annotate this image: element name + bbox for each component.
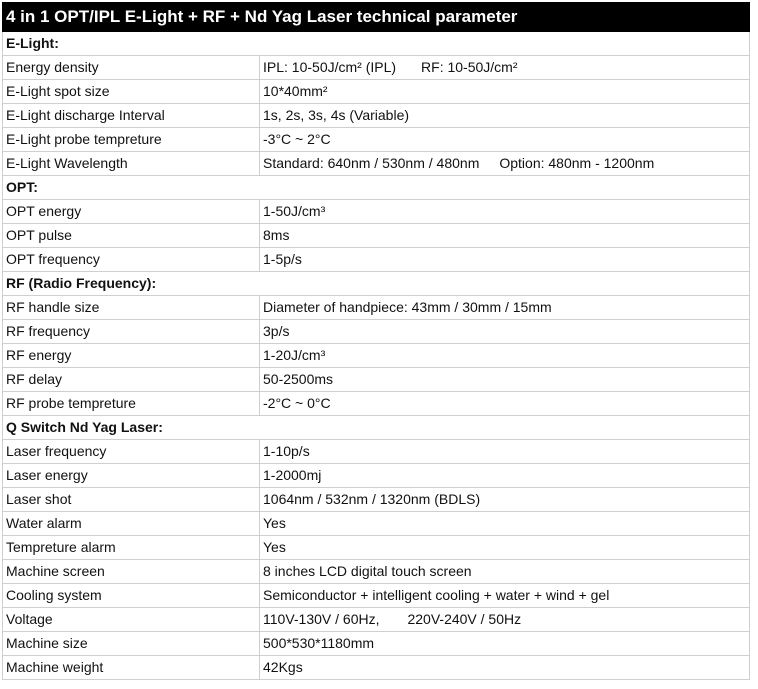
parameter-label: Machine screen (3, 560, 260, 584)
parameter-value-cell (260, 200, 750, 224)
table-row (3, 512, 750, 536)
parameter-value: -3°C ~ 2°C (263, 131, 331, 147)
parameter-value-cell (260, 344, 750, 368)
parameter-label: Water alarm (3, 512, 260, 536)
parameter-value-secondary: 220V-240V / 50Hz (407, 611, 522, 627)
section-header-row (3, 416, 750, 440)
parameter-label: OPT pulse (3, 224, 260, 248)
parameter-value: 110V-130V / 60Hz, (263, 611, 380, 627)
parameter-value: 1s, 2s, 3s, 4s (Variable) (263, 107, 410, 123)
parameter-value-cell (260, 584, 750, 608)
parameter-label: E-Light spot size (3, 80, 260, 104)
parameter-label: Energy density (3, 56, 260, 80)
parameter-value: 1-2000mj (263, 467, 322, 483)
parameter-label: RF energy (3, 344, 260, 368)
table-row (3, 488, 750, 512)
parameter-value-cell (260, 536, 750, 560)
parameter-label: Tempreture alarm (3, 536, 260, 560)
parameter-value: 1064nm / 532nm / 1320nm (BDLS) (263, 491, 481, 507)
parameter-value-cell (260, 560, 750, 584)
parameter-value-cell (260, 320, 750, 344)
parameter-value-cell (260, 56, 750, 80)
parameter-value-cell (260, 656, 750, 680)
parameter-value-cell (260, 224, 750, 248)
parameter-value: 8 inches LCD digital touch screen (263, 563, 472, 579)
section-heading: E-Light: (3, 32, 750, 56)
parameter-value-secondary: Option: 480nm - 1200nm (499, 155, 655, 171)
parameter-value-cell (260, 440, 750, 464)
section-header-row (3, 176, 750, 200)
parameter-label: Laser frequency (3, 440, 260, 464)
parameter-value: Semiconductor + intelligent cooling + water + wind + gel (263, 587, 610, 603)
parameter-value-cell (260, 632, 750, 656)
parameter-label: OPT energy (3, 200, 260, 224)
parameter-label: E-Light Wavelength (3, 152, 260, 176)
parameter-value-cell (260, 368, 750, 392)
table-row (3, 248, 750, 272)
parameter-label: RF handle size (3, 296, 260, 320)
section-heading: OPT: (3, 176, 750, 200)
table-row (3, 152, 750, 176)
parameter-value: 42Kgs (263, 659, 303, 675)
section-heading: RF (Radio Frequency): (3, 272, 750, 296)
parameter-value: 1-5p/s (263, 251, 302, 267)
parameter-label: RF frequency (3, 320, 260, 344)
table-row (3, 632, 750, 656)
parameter-label: Machine weight (3, 656, 260, 680)
parameter-value: 50-2500ms (263, 371, 334, 387)
parameter-value-cell (260, 512, 750, 536)
table-row (3, 224, 750, 248)
table-row (3, 464, 750, 488)
parameter-value-cell (260, 248, 750, 272)
table-row (3, 608, 750, 632)
table-row (3, 80, 750, 104)
table-row (3, 104, 750, 128)
parameter-value: 1-10p/s (263, 443, 310, 459)
parameter-value: 8ms (263, 227, 290, 243)
parameter-value-secondary: RF: 10-50J/cm² (421, 59, 518, 75)
parameter-value: 3p/s (263, 323, 290, 339)
parameter-value: 1-50J/cm³ (263, 203, 326, 219)
section-heading: Q Switch Nd Yag Laser: (3, 416, 750, 440)
table-row (3, 584, 750, 608)
table-row (3, 656, 750, 680)
parameter-value: Yes (263, 539, 286, 555)
parameter-value-cell (260, 296, 750, 320)
parameter-label: Laser shot (3, 488, 260, 512)
table-row (3, 344, 750, 368)
parameter-value-cell (260, 464, 750, 488)
spec-table-body (3, 3, 750, 680)
parameter-value: 500*530*1180mm (263, 635, 375, 651)
table-row (3, 536, 750, 560)
table-row (3, 560, 750, 584)
parameter-label: E-Light probe tempreture (3, 128, 260, 152)
parameter-value-cell (260, 80, 750, 104)
parameter-value: Standard: 640nm / 530nm / 480nm (263, 155, 480, 171)
parameter-label: E-Light discharge Interval (3, 104, 260, 128)
table-row (3, 296, 750, 320)
table-row (3, 368, 750, 392)
parameter-label: Machine size (3, 632, 260, 656)
table-title: 4 in 1 OPT/IPL E-Light + RF + Nd Yag Laser technical parameter (3, 3, 750, 32)
section-header-row (3, 32, 750, 56)
parameter-value: IPL: 10-50J/cm² (IPL) (263, 59, 397, 75)
parameter-label: Laser energy (3, 464, 260, 488)
table-row (3, 392, 750, 416)
parameter-value: Diameter of handpiece: 43mm / 30mm / 15mm (263, 299, 552, 315)
parameter-label: OPT frequency (3, 248, 260, 272)
parameter-value-cell (260, 152, 750, 176)
parameter-label: Cooling system (3, 584, 260, 608)
table-row (3, 128, 750, 152)
table-row (3, 320, 750, 344)
parameter-value-cell (260, 128, 750, 152)
parameter-label: Voltage (3, 608, 260, 632)
table-row (3, 440, 750, 464)
parameter-value-cell (260, 488, 750, 512)
parameter-value: Yes (263, 515, 286, 531)
parameter-value: 10*40mm² (263, 83, 328, 99)
spec-table (2, 2, 750, 680)
section-header-row (3, 272, 750, 296)
parameter-value: 1-20J/cm³ (263, 347, 326, 363)
title-row (3, 3, 750, 32)
parameter-value: -2°C ~ 0°C (263, 395, 331, 411)
parameter-value-cell (260, 608, 750, 632)
parameter-value-cell (260, 392, 750, 416)
parameter-value-cell (260, 104, 750, 128)
parameter-label: RF delay (3, 368, 260, 392)
parameter-label: RF probe tempreture (3, 392, 260, 416)
table-row (3, 56, 750, 80)
table-row (3, 200, 750, 224)
